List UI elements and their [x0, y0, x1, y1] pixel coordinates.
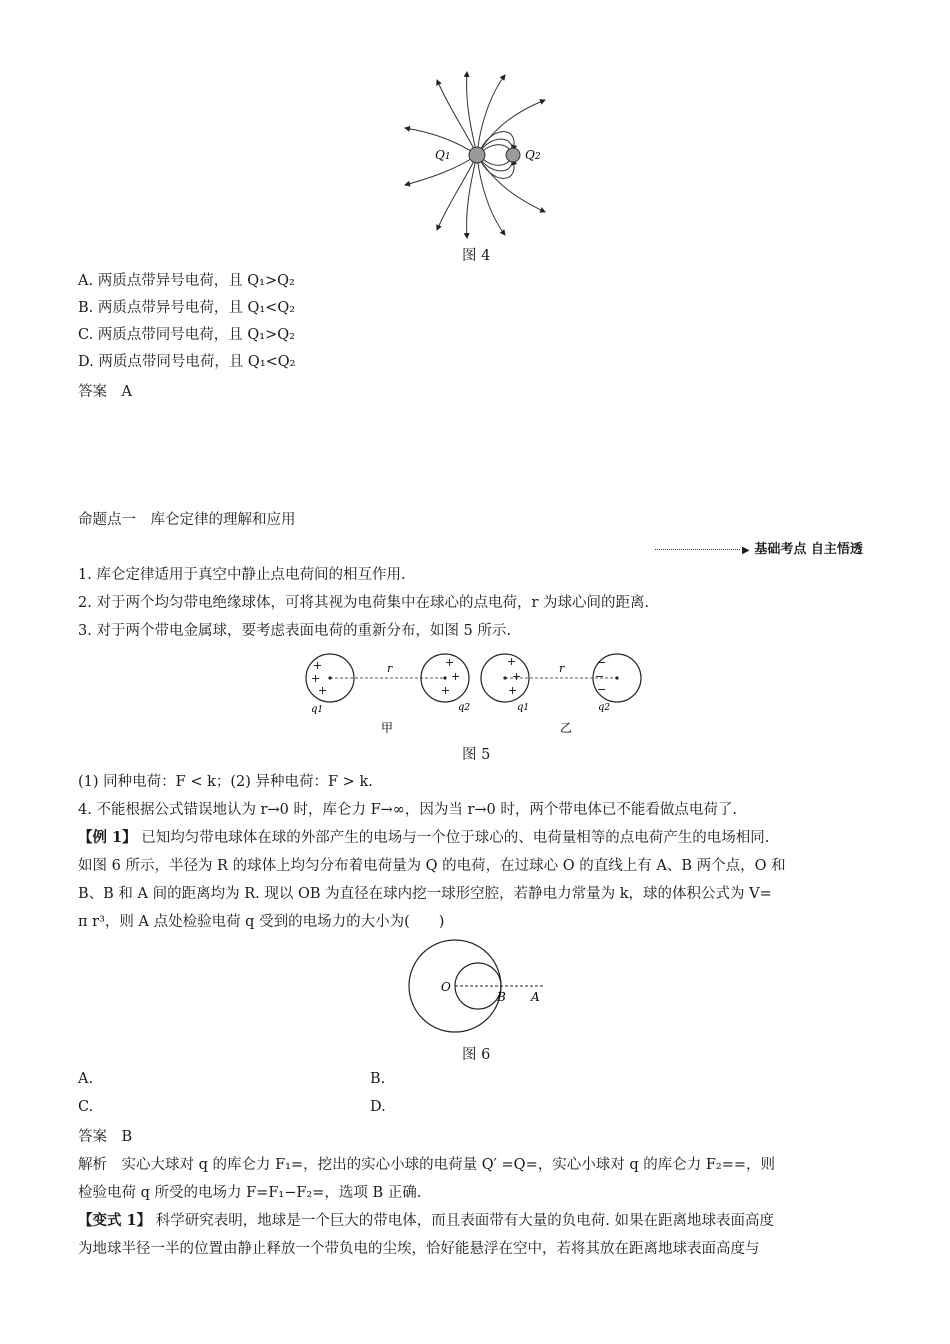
fig6-O: O — [441, 980, 451, 994]
svg-text:Q2 — [525, 148, 541, 162]
variant-1-line-1 — [78, 1211, 774, 1231]
point-3: 3. 对于两个带电金属球，要考虑表面电荷的重新分布，如图 5 所示. — [78, 623, 511, 639]
option-a-ex1: A. — [78, 1071, 94, 1087]
figure-4-caption: 图 4 — [462, 248, 491, 264]
option-d-ex1: D. — [370, 1099, 386, 1115]
variant-1-line-2: 为地球半径一半的位置由静止释放一个带负电的尘埃，恰好能悬浮在空中，若将其放在距离地球表面高度与 — [78, 1241, 760, 1257]
fig5-q1b-sub: 1 — [523, 703, 530, 713]
fig5-q2b-sub: 2 — [604, 703, 611, 713]
banner-label: 基础考点 自主悟透 — [754, 542, 863, 557]
fig4-q2-sub: 2 — [534, 152, 541, 162]
section-title: 命题点一 库仑定律的理解和应用 — [78, 512, 296, 528]
svg-text:−: − — [597, 656, 607, 669]
svg-text:+: + — [318, 684, 328, 697]
fig5-q1b: q — [517, 702, 524, 713]
figure-5-caption: 图 5 — [462, 747, 491, 763]
svg-text:+: + — [441, 684, 451, 697]
option-b-top: B. 两质点带异号电荷，且 Q₁<Q₂ — [78, 300, 296, 316]
variant-1-text-1: 科学研究表明，地球是一个巨大的带电体，而且表面带有大量的负电荷. 如果在距离地球表面高度 — [155, 1213, 774, 1229]
fig5-q2a: q — [458, 702, 465, 713]
example-1-line-4: π r³，则 A 点处检验电荷 q 受到的电场力的大小为( ) — [78, 914, 445, 930]
analysis-line-1: 解析 实心大球对 q 的库仑力 F₁=，挖出的实心小球的电荷量 Q′ =Q=，实心小球对 q 的库仑力 F₂==，则 — [78, 1157, 775, 1173]
svg-text:+: + — [313, 659, 323, 672]
analysis-line-2: 检验电荷 q 所受的电场力 F=F₁−F₂=，选项 B 正确. — [78, 1185, 422, 1201]
svg-text:+: + — [445, 656, 455, 669]
figure-6-sphere-cavity — [405, 935, 555, 1040]
option-b-ex1: B. — [370, 1071, 386, 1087]
point-charges: (1) 同种电荷：F < k；(2) 异种电荷：F > k. — [78, 774, 373, 790]
section-banner: ▶ 基础考点 自主悟透 — [655, 538, 863, 557]
fig5-q2a-sub: 2 — [464, 703, 471, 713]
example-1-line-3: B、B 和 A 间的距离均为 R. 现以 OB 为直径在球内挖一球形空腔，若静电力常量为 k，球的体积公式为 V= — [78, 886, 772, 902]
svg-text:q2 — [598, 702, 610, 713]
fig4-q2: Q — [525, 148, 535, 162]
example-1-text-1: 已知均匀带电球体在球的外部产生的电场与一个位于球心的、电荷量相等的点电荷产生的电场相同. — [141, 830, 770, 846]
fig5-r-right: r — [559, 662, 565, 675]
figure-6-caption: 图 6 — [462, 1047, 491, 1063]
svg-text:+: + — [311, 672, 321, 685]
fig6-A: A — [531, 990, 540, 1004]
fig4-q1-sub: 1 — [444, 152, 451, 162]
fig5-q1a-sub: 1 — [317, 705, 324, 715]
svg-text:q1 — [517, 702, 529, 713]
example-1-line-2: 如图 6 所示，半径为 R 的球体上均匀分布着电荷量为 Q 的电荷，在过球心 O 的直线上有 A、B 两个点，O 和 — [78, 858, 786, 874]
point-4: 4. 不能根据公式错误地认为 r→0 时，库仑力 F→∞，因为当 r→0 时，两个带电体已不能看做点电荷了. — [78, 802, 737, 818]
fig5-q2b: q — [598, 702, 605, 713]
fig5-left-label: 甲 — [381, 721, 394, 735]
fig5-q1a: q — [311, 704, 318, 715]
variant-1-tag: 【变式 1】 — [78, 1212, 152, 1229]
svg-text:−: − — [597, 683, 607, 696]
option-c-ex1: C. — [78, 1099, 94, 1115]
fig6-B: B — [497, 990, 506, 1004]
answer-top: 答案 A — [78, 384, 132, 400]
example-1-tag: 【例 1】 — [78, 829, 137, 846]
svg-text:q2 — [458, 702, 470, 713]
fig5-r-left: r — [387, 662, 393, 675]
example-1-line-1 — [78, 828, 769, 848]
fig5-right-label: 乙 — [560, 721, 573, 735]
svg-text:+: + — [512, 670, 522, 683]
svg-text:+: + — [507, 655, 517, 668]
svg-text:+: + — [451, 670, 461, 683]
figure-4-field-lines — [395, 70, 555, 240]
point-1: 1. 库仑定律适用于真空中静止点电荷间的相互作用. — [78, 567, 406, 583]
option-a-top: A. 两质点带异号电荷，且 Q₁>Q₂ — [78, 273, 295, 289]
fig4-q1: Q — [435, 148, 445, 162]
svg-text:+: + — [508, 684, 518, 697]
option-d-top: D. 两质点带同号电荷，且 Q₁<Q₂ — [78, 354, 296, 370]
svg-text:q1 — [311, 704, 323, 715]
option-c-top: C. 两质点带同号电荷，且 Q₁>Q₂ — [78, 327, 295, 343]
svg-text:Q1 — [435, 148, 451, 162]
svg-text:−: − — [595, 670, 605, 683]
figure-5-spheres — [295, 648, 650, 738]
point-2: 2. 对于两个均匀带电绝缘球体，可将其视为电荷集中在球心的点电荷，r 为球心间的距离. — [78, 595, 650, 611]
answer-ex1: 答案 B — [78, 1129, 133, 1145]
